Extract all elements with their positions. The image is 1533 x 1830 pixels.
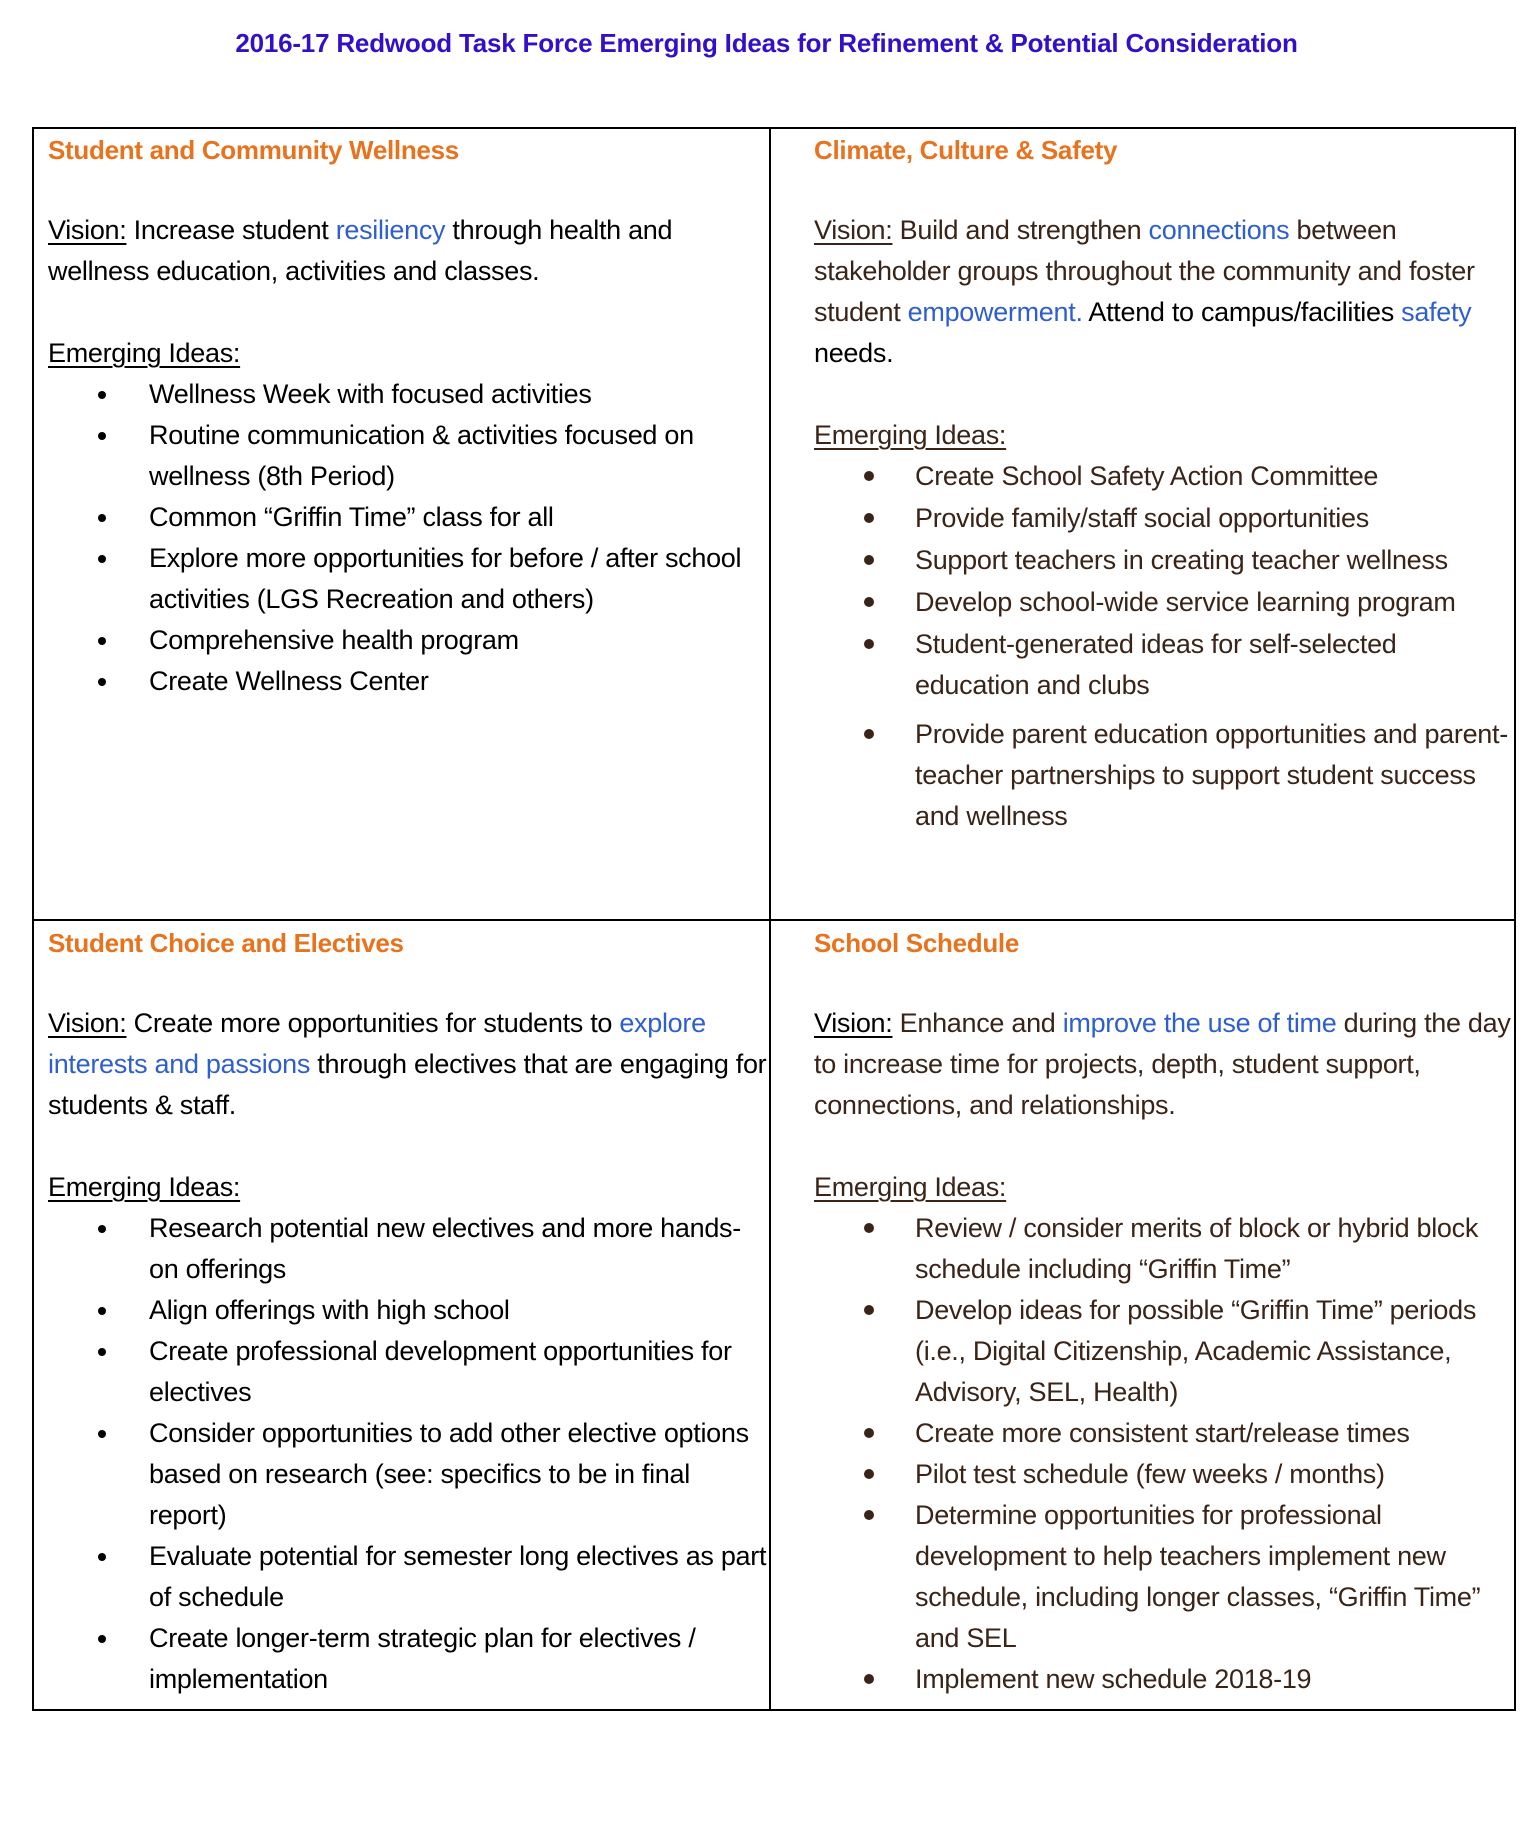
bullet-icon <box>98 555 106 563</box>
list-item: Develop ideas for possible “Griffin Time” periods (i.e., Digital Citizenship, Academic Assistance, Advisory, SEL, Health) <box>814 1290 1514 1413</box>
emerging-ideas-label <box>814 1167 1514 1208</box>
list-item: Research potential new electives and more hands-on offerings <box>48 1208 768 1290</box>
vision-text: through health and wellness education, activities and classes. <box>48 215 673 286</box>
emerging-ideas-list <box>814 456 1514 837</box>
list-item: Comprehensive health program <box>48 620 768 661</box>
bullet-icon <box>864 1428 874 1438</box>
vision-text: during the day to increase time for projects, depth, student support, connections, and relationships. <box>814 1008 1511 1120</box>
vision-text: Build and strengthen <box>899 215 1149 245</box>
vision-text: Enhance and <box>899 1008 1063 1038</box>
list-item: Create School Safety Action Committee <box>814 456 1514 497</box>
section-heading: Climate, Culture & Safety <box>814 135 1118 165</box>
section-student-community-wellness <box>48 130 768 702</box>
list-item: Review / consider merits of block or hybrid block schedule including “Griffin Time” <box>814 1208 1514 1290</box>
vision-statement <box>814 210 1514 374</box>
vision-highlight: connections <box>1148 215 1290 245</box>
list-item: Common “Griffin Time” class for all <box>48 497 768 538</box>
list-item: Pilot test schedule (few weeks / months) <box>814 1454 1514 1495</box>
list-item: Provide parent education opportunities and parent-teacher partnerships to support student success and wellness <box>814 714 1514 837</box>
list-item: Develop school-wide service learning program <box>814 582 1514 623</box>
list-item: Create professional development opportunities for electives <box>48 1331 768 1413</box>
section-heading: Student and Community Wellness <box>48 135 459 165</box>
document-title: 2016-17 Redwood Task Force Emerging Ideas for Refinement & Potential Consideration <box>235 28 1298 58</box>
bullet-icon <box>864 1223 874 1233</box>
bullet-icon <box>98 1307 106 1315</box>
bullet-icon <box>98 1348 106 1356</box>
vision-statement <box>48 1003 768 1126</box>
emerging-ideas-label <box>814 415 1514 456</box>
emerging-ideas-label-text: Emerging Ideas: <box>814 1172 1007 1202</box>
section-climate-culture-safety <box>814 130 1514 838</box>
vision-text: between stakeholder groups throughout the community and foster student <box>814 215 1475 327</box>
emerging-ideas-label-text: Emerging Ideas: <box>48 338 241 368</box>
vision-highlight: resiliency <box>335 215 446 245</box>
emerging-ideas-list <box>48 1208 768 1700</box>
emerging-ideas-list <box>48 374 768 702</box>
bullet-icon <box>98 432 106 440</box>
vision-highlight: explore interests and passions <box>48 1008 706 1079</box>
list-item: Determine opportunities for professional development to help teachers implement new schedule, including longer classes, “Griffin Time” and SEL <box>814 1495 1514 1659</box>
vision-text: Attend to campus/facilities <box>1082 297 1402 327</box>
bullet-icon <box>98 1430 106 1438</box>
bullet-icon <box>864 729 874 739</box>
bullet-icon <box>98 1635 106 1643</box>
bullet-icon <box>864 513 874 523</box>
emerging-ideas-label <box>48 1167 768 1208</box>
list-item: Create Wellness Center <box>48 661 768 702</box>
emerging-ideas-list <box>814 1208 1514 1700</box>
section-heading: School Schedule <box>814 928 1019 958</box>
vision-highlight: empowerment. <box>907 297 1083 327</box>
vision-text: Create more opportunities for students to <box>133 1008 620 1038</box>
vision-label: Vision: <box>48 215 127 245</box>
emerging-ideas-label <box>48 333 768 374</box>
bullet-icon <box>98 514 106 522</box>
section-school-schedule <box>814 923 1514 1700</box>
emerging-ideas-label-text: Emerging Ideas: <box>48 1172 241 1202</box>
section-heading: Student Choice and Electives <box>48 928 404 958</box>
bullet-icon <box>864 471 874 481</box>
vision-highlight: safety <box>1401 297 1472 327</box>
bullet-icon <box>98 391 106 399</box>
vision-label: Vision: <box>814 1008 893 1038</box>
list-item: Student-generated ideas for self-selected education and clubs <box>814 624 1514 706</box>
list-item: Create longer-term strategic plan for electives / implementation <box>48 1618 768 1700</box>
bullet-icon <box>864 597 874 607</box>
row-divider <box>32 919 1516 921</box>
list-item: Align offerings with high school <box>48 1290 768 1331</box>
list-item: Evaluate potential for semester long electives as part of schedule <box>48 1536 768 1618</box>
vision-statement <box>48 210 768 292</box>
list-item: Consider opportunities to add other elective options based on research (see: specifics to be in final report) <box>48 1413 768 1536</box>
bullet-icon <box>98 637 106 645</box>
list-item: Wellness Week with focused activities <box>48 374 768 415</box>
bullet-icon <box>864 555 874 565</box>
bullet-icon <box>864 1469 874 1479</box>
list-item: Implement new schedule 2018-19 <box>814 1659 1514 1700</box>
bullet-icon <box>864 1510 874 1520</box>
list-item: Create more consistent start/release times <box>814 1413 1514 1454</box>
section-student-choice-electives <box>48 923 768 1700</box>
emerging-ideas-label-text: Emerging Ideas: <box>814 420 1007 450</box>
vision-text: through electives that are engaging for students & staff. <box>48 1049 767 1120</box>
bullet-icon <box>98 678 106 686</box>
list-item: Routine communication & activities focused on wellness (8th Period) <box>48 415 768 497</box>
list-item: Explore more opportunities for before / after school activities (LGS Recreation and others) <box>48 538 768 620</box>
vision-text: Increase student <box>133 215 336 245</box>
vision-statement <box>814 1003 1514 1126</box>
vision-label: Vision: <box>48 1008 127 1038</box>
vision-label: Vision: <box>814 215 893 245</box>
bullet-icon <box>864 1674 874 1684</box>
bullet-icon <box>98 1553 106 1561</box>
list-item: Provide family/staff social opportunities <box>814 498 1514 539</box>
bullet-icon <box>98 1225 106 1233</box>
bullet-icon <box>864 1305 874 1315</box>
vision-text: needs. <box>814 338 894 368</box>
bullet-icon <box>864 639 874 649</box>
vision-highlight: improve the use of time <box>1062 1008 1337 1038</box>
list-item: Support teachers in creating teacher wellness <box>814 540 1514 581</box>
